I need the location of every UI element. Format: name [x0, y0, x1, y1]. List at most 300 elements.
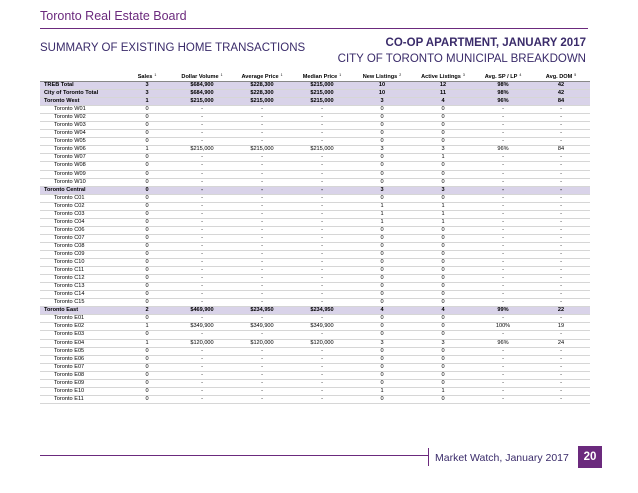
footer-divider-vertical — [428, 448, 429, 466]
table-cell: - — [232, 202, 292, 210]
table-cell: - — [532, 122, 590, 130]
table-cell: - — [532, 210, 590, 218]
table-cell: 0 — [352, 130, 412, 138]
table-cell: - — [232, 291, 292, 299]
table-cell: - — [532, 363, 590, 371]
table-cell: - — [474, 210, 532, 218]
table-cell: - — [232, 210, 292, 218]
table-cell: - — [292, 315, 352, 323]
area-name-cell: Toronto C12 — [40, 275, 122, 283]
table-cell: 96% — [474, 146, 532, 154]
table-cell: 0 — [412, 379, 474, 387]
table-cell: - — [532, 259, 590, 267]
table-cell: - — [172, 170, 232, 178]
column-header — [474, 72, 532, 82]
table-cell: 3 — [412, 339, 474, 347]
table-cell: 0 — [122, 242, 172, 250]
table-cell: - — [474, 331, 532, 339]
table-cell: - — [532, 275, 590, 283]
table-cell: - — [292, 210, 352, 218]
area-name-cell: Toronto W09 — [40, 170, 122, 178]
table-cell: $234,950 — [232, 307, 292, 315]
table-row — [40, 202, 590, 210]
table-cell: 42 — [532, 82, 590, 90]
table-cell: - — [172, 363, 232, 371]
table-cell: $215,000 — [292, 98, 352, 106]
table-cell: - — [232, 138, 292, 146]
table-cell: - — [532, 178, 590, 186]
table-cell: - — [474, 106, 532, 114]
area-name-cell: Toronto E01 — [40, 315, 122, 323]
table-cell: - — [232, 154, 292, 162]
table-cell: - — [474, 202, 532, 210]
table-row — [40, 259, 590, 267]
table-cell: - — [232, 242, 292, 250]
column-header — [40, 72, 122, 82]
table-cell: 4 — [412, 307, 474, 315]
table-cell: - — [172, 379, 232, 387]
area-name-cell: Toronto West — [40, 98, 122, 106]
column-header — [172, 72, 232, 82]
table-cell: 0 — [352, 267, 412, 275]
area-name-cell: Toronto W10 — [40, 178, 122, 186]
table-total-row — [40, 82, 590, 90]
table-cell: 0 — [352, 275, 412, 283]
table-cell: - — [172, 202, 232, 210]
table-cell: - — [172, 387, 232, 395]
table-cell: - — [474, 226, 532, 234]
table-cell: - — [232, 371, 292, 379]
area-name-cell: Toronto W01 — [40, 106, 122, 114]
table-cell: 1 — [412, 218, 474, 226]
table-cell: - — [232, 114, 292, 122]
table-cell: - — [474, 250, 532, 258]
table-cell: 0 — [122, 259, 172, 267]
table-cell: 0 — [412, 347, 474, 355]
table-cell: 1 — [122, 98, 172, 106]
page-number: 20 — [578, 446, 602, 468]
area-name-cell: Toronto E02 — [40, 323, 122, 331]
table-row — [40, 106, 590, 114]
table-cell: 0 — [412, 178, 474, 186]
table-cell: - — [474, 186, 532, 194]
table-cell: - — [532, 267, 590, 275]
table-cell: - — [232, 347, 292, 355]
table-cell: 0 — [352, 323, 412, 331]
table-cell: $349,900 — [172, 323, 232, 331]
area-name-cell: Toronto C10 — [40, 259, 122, 267]
table-cell: $120,000 — [172, 339, 232, 347]
column-header-label: Average Price — [241, 73, 279, 80]
table-cell: - — [172, 355, 232, 363]
table-cell: - — [232, 363, 292, 371]
table-cell: - — [232, 275, 292, 283]
area-name-cell: Toronto East — [40, 307, 122, 315]
table-cell: 0 — [412, 250, 474, 258]
table-cell: $684,900 — [172, 90, 232, 98]
table-cell: - — [532, 291, 590, 299]
document-subtitle: CITY OF TORONTO MUNICIPAL BREAKDOWN — [337, 53, 586, 65]
area-name-cell: Toronto E11 — [40, 395, 122, 403]
table-cell: 0 — [122, 379, 172, 387]
table-cell: 0 — [352, 355, 412, 363]
table-cell: 0 — [412, 299, 474, 307]
table-cell: - — [232, 395, 292, 403]
table-cell: $684,900 — [172, 82, 232, 90]
table-cell: - — [172, 194, 232, 202]
table-cell: 0 — [122, 122, 172, 130]
table-cell: - — [532, 395, 590, 403]
table-cell: 0 — [122, 331, 172, 339]
table-row — [40, 371, 590, 379]
table-cell: 0 — [352, 154, 412, 162]
table-cell: 0 — [352, 315, 412, 323]
table-cell: - — [232, 106, 292, 114]
table-cell: 0 — [122, 170, 172, 178]
table-cell: - — [292, 242, 352, 250]
table-cell: $215,000 — [172, 146, 232, 154]
table-cell: - — [232, 387, 292, 395]
table-total-row — [40, 186, 590, 194]
table-cell: 0 — [412, 259, 474, 267]
table-cell: 0 — [352, 242, 412, 250]
table-cell: 10 — [352, 82, 412, 90]
area-name-cell: Toronto C01 — [40, 194, 122, 202]
table-cell: 3 — [122, 90, 172, 98]
table-row — [40, 234, 590, 242]
table-cell: 1 — [352, 210, 412, 218]
table-cell: 0 — [122, 347, 172, 355]
table-cell: - — [232, 379, 292, 387]
table-cell: - — [474, 259, 532, 267]
table-cell: - — [474, 178, 532, 186]
table-cell: - — [292, 106, 352, 114]
table-cell: 0 — [412, 106, 474, 114]
table-cell: - — [292, 226, 352, 234]
table-body — [40, 82, 590, 404]
area-name-cell: Toronto C08 — [40, 242, 122, 250]
table-cell: $215,000 — [172, 98, 232, 106]
column-header-label: New Listings — [362, 73, 398, 80]
table-cell: 1 — [122, 323, 172, 331]
summary-title: SUMMARY OF EXISTING HOME TRANSACTIONS — [40, 42, 306, 54]
table-cell: - — [232, 234, 292, 242]
table-cell: 0 — [412, 323, 474, 331]
table-cell: - — [232, 194, 292, 202]
area-name-cell: Toronto W04 — [40, 130, 122, 138]
table-cell: 3 — [352, 98, 412, 106]
table-cell: 12 — [412, 82, 474, 90]
footnote-marker: 1 — [280, 72, 283, 77]
table-row — [40, 162, 590, 170]
table-row — [40, 315, 590, 323]
area-name-cell: City of Toronto Total — [40, 90, 122, 98]
table-cell: 0 — [122, 138, 172, 146]
table-cell: 0 — [412, 315, 474, 323]
table-cell: - — [292, 371, 352, 379]
table-cell: 0 — [412, 395, 474, 403]
table-row — [40, 267, 590, 275]
table-cell: 0 — [412, 194, 474, 202]
table-cell: 0 — [352, 283, 412, 291]
area-name-cell: Toronto W07 — [40, 154, 122, 162]
table-cell: - — [292, 234, 352, 242]
table-cell: - — [172, 331, 232, 339]
table-cell: 24 — [532, 339, 590, 347]
table-cell: 96% — [474, 339, 532, 347]
table-cell: 0 — [352, 226, 412, 234]
footnote-marker: 5 — [574, 72, 577, 77]
area-name-cell: Toronto W05 — [40, 138, 122, 146]
table-cell: - — [474, 170, 532, 178]
table-cell: $120,000 — [292, 339, 352, 347]
table-cell: - — [292, 379, 352, 387]
area-name-cell: Toronto C13 — [40, 283, 122, 291]
table-cell: - — [292, 162, 352, 170]
table-cell: - — [474, 355, 532, 363]
table-cell: - — [172, 106, 232, 114]
table-cell: - — [172, 234, 232, 242]
table-cell: 0 — [412, 170, 474, 178]
table-cell: - — [474, 315, 532, 323]
table-cell: $215,000 — [292, 90, 352, 98]
table-cell: - — [172, 162, 232, 170]
table-cell: 0 — [352, 194, 412, 202]
table-cell: - — [292, 283, 352, 291]
table-cell: - — [232, 186, 292, 194]
table-cell: - — [172, 178, 232, 186]
table-cell: $120,000 — [232, 339, 292, 347]
table-row — [40, 178, 590, 186]
table-cell: - — [292, 355, 352, 363]
column-header — [232, 72, 292, 82]
table-header-row — [40, 72, 590, 82]
table-cell: - — [172, 291, 232, 299]
area-name-cell: Toronto E03 — [40, 331, 122, 339]
table-cell: - — [172, 186, 232, 194]
area-name-cell: Toronto E07 — [40, 363, 122, 371]
table-cell: - — [532, 170, 590, 178]
table-cell: 0 — [412, 331, 474, 339]
table-row — [40, 194, 590, 202]
column-header — [292, 72, 352, 82]
table-row — [40, 323, 590, 331]
table-cell: 0 — [122, 106, 172, 114]
table-cell: - — [292, 331, 352, 339]
table-cell: 0 — [122, 114, 172, 122]
table-cell: 0 — [122, 267, 172, 275]
area-name-cell: Toronto W03 — [40, 122, 122, 130]
table-cell: - — [232, 267, 292, 275]
table-cell: - — [232, 170, 292, 178]
table-cell: 0 — [122, 363, 172, 371]
column-header-label: Median Price — [302, 73, 338, 80]
table-row — [40, 283, 590, 291]
area-name-cell: Toronto C04 — [40, 218, 122, 226]
table-cell: - — [232, 315, 292, 323]
table-cell: 0 — [352, 363, 412, 371]
table-row — [40, 363, 590, 371]
table-cell: - — [474, 371, 532, 379]
table-cell: 3 — [122, 82, 172, 90]
table-cell: 0 — [122, 387, 172, 395]
area-name-cell: Toronto W02 — [40, 114, 122, 122]
table-cell: - — [474, 122, 532, 130]
table-cell: 0 — [412, 283, 474, 291]
table-cell: - — [232, 355, 292, 363]
table-cell: 0 — [122, 299, 172, 307]
table-cell: - — [232, 331, 292, 339]
table-cell: 1 — [412, 154, 474, 162]
table-cell: - — [292, 170, 352, 178]
table-cell: 1 — [352, 387, 412, 395]
table-cell: 0 — [352, 122, 412, 130]
table-cell: - — [474, 242, 532, 250]
table-cell: - — [292, 395, 352, 403]
table-cell: 4 — [352, 307, 412, 315]
table-total-row — [40, 98, 590, 106]
table-cell: 0 — [122, 234, 172, 242]
table-cell: 0 — [122, 194, 172, 202]
table-cell: - — [232, 299, 292, 307]
table-cell: 0 — [352, 170, 412, 178]
table-cell: 1 — [412, 202, 474, 210]
table-row — [40, 138, 590, 146]
table-cell: 99% — [474, 307, 532, 315]
table-cell: - — [474, 162, 532, 170]
table-cell: - — [532, 355, 590, 363]
table-cell: 0 — [352, 106, 412, 114]
table-cell: 1 — [122, 146, 172, 154]
table-cell: 0 — [122, 395, 172, 403]
table-cell: - — [474, 291, 532, 299]
table-cell: - — [474, 347, 532, 355]
table-cell: - — [172, 114, 232, 122]
table-cell: - — [532, 162, 590, 170]
table-cell: 3 — [412, 186, 474, 194]
table-row — [40, 355, 590, 363]
table-cell: - — [532, 242, 590, 250]
table-cell: 22 — [532, 307, 590, 315]
table-cell: 0 — [412, 130, 474, 138]
table-cell: 0 — [122, 315, 172, 323]
table-cell: 0 — [122, 162, 172, 170]
table-cell: 0 — [412, 162, 474, 170]
table-cell: 0 — [412, 275, 474, 283]
table-cell: 0 — [122, 275, 172, 283]
area-name-cell: Toronto W08 — [40, 162, 122, 170]
table-row — [40, 146, 590, 154]
table-cell: - — [232, 162, 292, 170]
table-cell: - — [474, 114, 532, 122]
area-name-cell: Toronto C03 — [40, 210, 122, 218]
table-cell: $469,900 — [172, 307, 232, 315]
table-cell: 0 — [412, 114, 474, 122]
table-cell: - — [532, 138, 590, 146]
table-cell: - — [172, 226, 232, 234]
table-cell: 1 — [412, 387, 474, 395]
table-cell: - — [532, 387, 590, 395]
table-cell: - — [292, 154, 352, 162]
table-cell: - — [232, 130, 292, 138]
table-cell: - — [172, 250, 232, 258]
table-cell: $234,950 — [292, 307, 352, 315]
table-row — [40, 339, 590, 347]
table-cell: 98% — [474, 90, 532, 98]
table-cell: 0 — [122, 226, 172, 234]
document-title: CO-OP APARTMENT, JANUARY 2017 — [385, 37, 586, 49]
table-cell: - — [474, 363, 532, 371]
table-cell: - — [532, 250, 590, 258]
table-cell: - — [292, 259, 352, 267]
table-cell: - — [172, 130, 232, 138]
table-cell: $215,000 — [232, 98, 292, 106]
table-cell: - — [172, 395, 232, 403]
table-row — [40, 226, 590, 234]
table-cell: 0 — [122, 154, 172, 162]
table-cell: 0 — [122, 202, 172, 210]
table-cell: - — [232, 259, 292, 267]
table-cell: 0 — [352, 259, 412, 267]
table-cell: 0 — [412, 234, 474, 242]
table-cell: 0 — [352, 178, 412, 186]
table-row — [40, 379, 590, 387]
table-cell: 0 — [352, 162, 412, 170]
table-row — [40, 218, 590, 226]
column-header — [352, 72, 412, 82]
table-cell: - — [474, 194, 532, 202]
board-title: Toronto Real Estate Board — [40, 9, 187, 23]
column-header-label: Active Listings — [421, 73, 461, 80]
table-cell: - — [172, 347, 232, 355]
table-cell: $228,300 — [232, 82, 292, 90]
table-cell: - — [292, 347, 352, 355]
table-cell: 0 — [122, 250, 172, 258]
footnote-marker: 3 — [462, 72, 465, 77]
table-cell: 0 — [122, 218, 172, 226]
table-cell: 0 — [412, 267, 474, 275]
table-cell: 0 — [352, 250, 412, 258]
table-cell: - — [532, 371, 590, 379]
transactions-table — [40, 72, 590, 404]
table-cell: 0 — [122, 130, 172, 138]
table-cell: 84 — [532, 146, 590, 154]
table-row — [40, 331, 590, 339]
table-cell: - — [532, 130, 590, 138]
column-header — [532, 72, 590, 82]
area-name-cell: Toronto C14 — [40, 291, 122, 299]
table-cell: - — [232, 122, 292, 130]
column-header-label: Sales — [137, 73, 153, 80]
table-cell: - — [474, 395, 532, 403]
table-row — [40, 122, 590, 130]
table-cell: 0 — [122, 210, 172, 218]
area-name-cell: Toronto E05 — [40, 347, 122, 355]
table-cell: - — [474, 387, 532, 395]
column-header — [412, 72, 474, 82]
table-cell: 84 — [532, 98, 590, 106]
table-row — [40, 275, 590, 283]
table-row — [40, 395, 590, 403]
table-cell: 0 — [412, 363, 474, 371]
table-cell: - — [172, 299, 232, 307]
table-cell: - — [532, 226, 590, 234]
table-cell: - — [232, 226, 292, 234]
table-row — [40, 154, 590, 162]
table-total-row — [40, 90, 590, 98]
column-header-label: Dollar Volume — [181, 73, 219, 80]
table-cell: - — [292, 138, 352, 146]
